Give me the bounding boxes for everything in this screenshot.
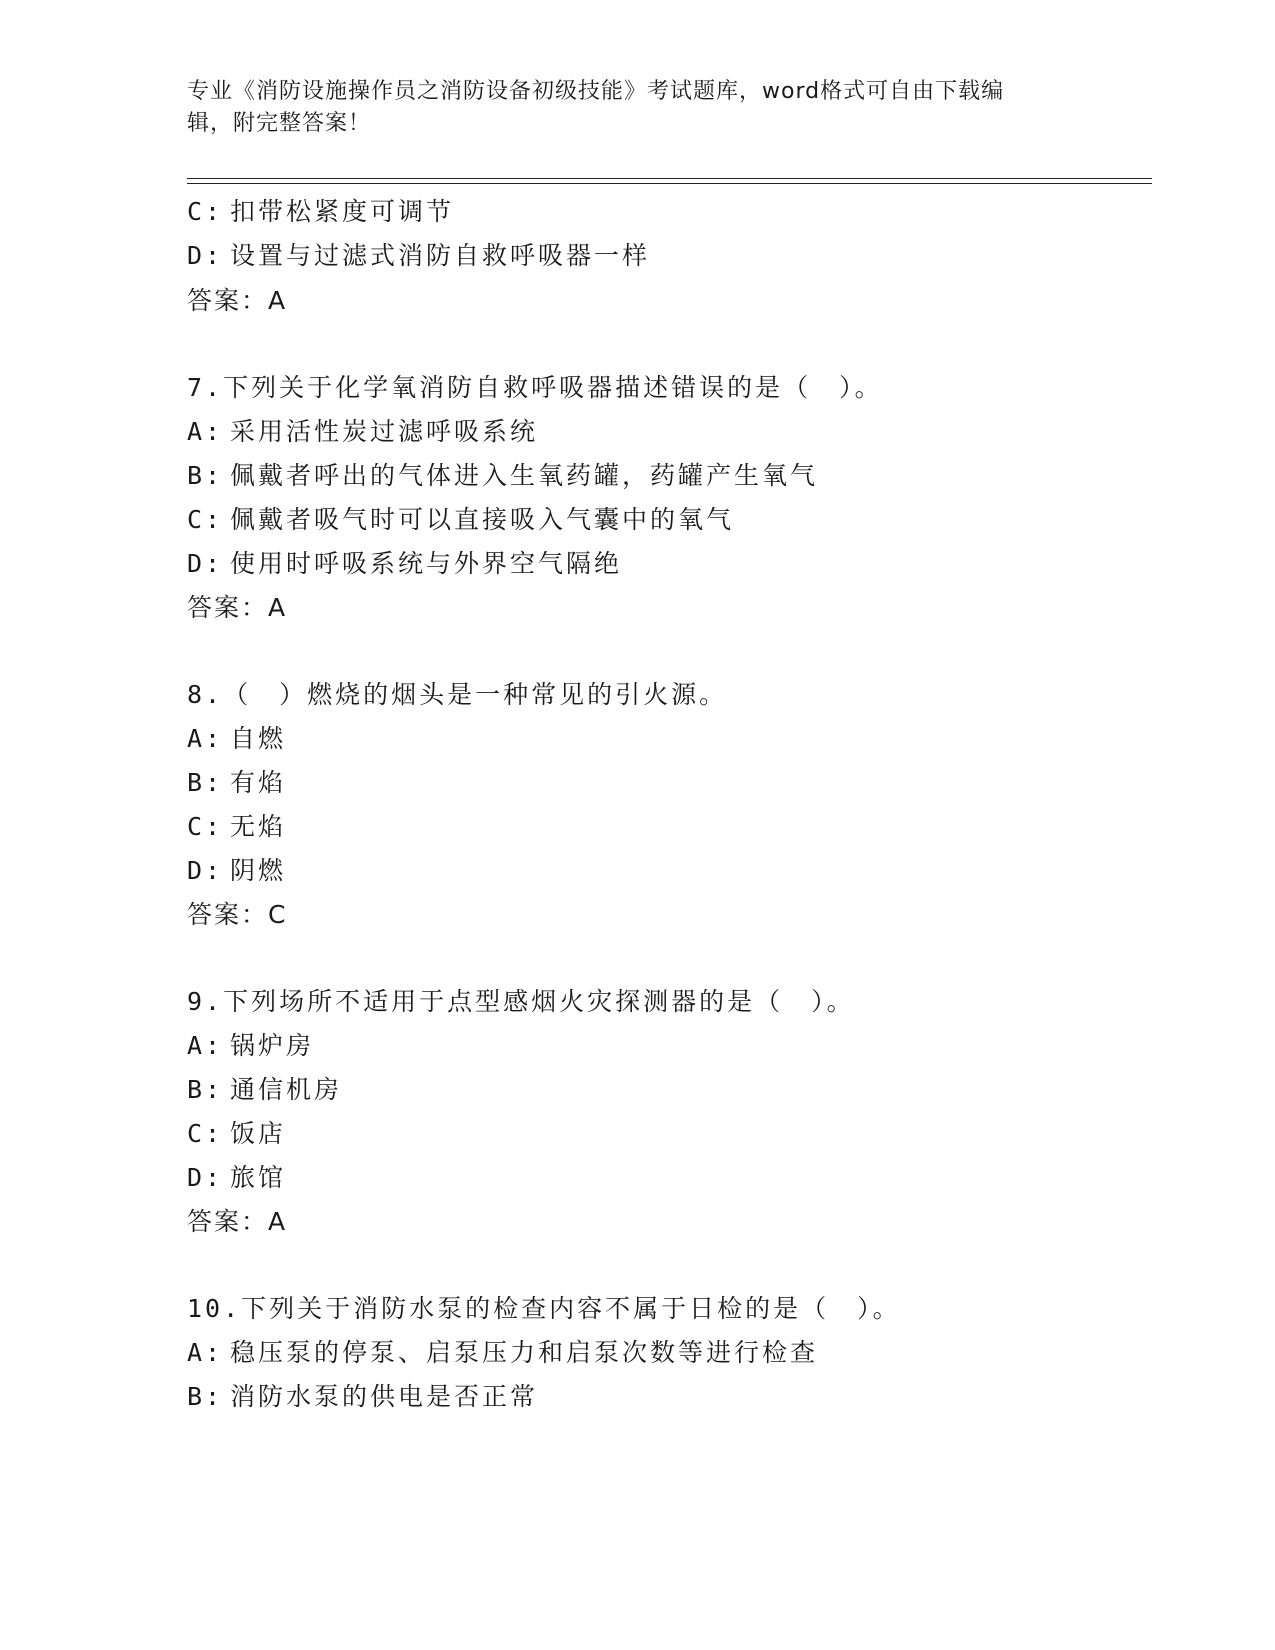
option-text: 佩戴者吸气时可以直接吸入气囊中的氧气 xyxy=(230,505,735,534)
option-line xyxy=(187,192,454,228)
option-text: 阴燃 xyxy=(230,856,287,885)
option-key: A: xyxy=(187,724,224,753)
option-line xyxy=(187,236,650,272)
option-text: 自燃 xyxy=(230,724,287,753)
option-key: C: xyxy=(187,197,224,226)
option-line xyxy=(187,412,538,448)
option-line xyxy=(187,544,622,580)
option-line xyxy=(187,1377,538,1413)
option-key: D: xyxy=(187,856,224,885)
question-stem: 10.下列关于消防水泵的检查内容不属于日检的是（ ）。 xyxy=(187,1294,901,1323)
option-text: 使用时呼吸系统与外界空气隔绝 xyxy=(230,549,623,578)
header-divider-top xyxy=(187,178,1152,179)
option-text: 佩戴者呼出的气体进入生氧药罐，药罐产生氧气 xyxy=(230,461,819,490)
option-key: B: xyxy=(187,461,224,490)
option-key: B: xyxy=(187,1075,224,1104)
option-line xyxy=(187,500,734,536)
option-line xyxy=(187,807,286,843)
option-line xyxy=(187,456,818,492)
option-text: 扣带松紧度可调节 xyxy=(230,197,455,226)
option-text: 有焰 xyxy=(230,768,287,797)
question-stem: 8.（ ）燃烧的烟头是一种常见的引火源。 xyxy=(187,680,728,709)
option-line xyxy=(187,763,286,799)
option-key: B: xyxy=(187,1382,224,1411)
question-stem: 9.下列场所不适用于点型感烟火灾探测器的是（ ）。 xyxy=(187,987,855,1016)
option-line xyxy=(187,1070,342,1106)
option-text: 锅炉房 xyxy=(230,1031,315,1060)
option-key: A: xyxy=(187,1338,224,1367)
answer-line: 答案：A xyxy=(187,286,288,315)
option-line xyxy=(187,1114,286,1150)
option-text: 采用活性炭过滤呼吸系统 xyxy=(230,417,539,446)
answer-line: 答案：C xyxy=(187,900,288,929)
header-divider-bottom xyxy=(187,183,1152,184)
answer-line: 答案：A xyxy=(187,593,288,622)
option-key: A: xyxy=(187,417,224,446)
option-line xyxy=(187,719,286,755)
option-key: A: xyxy=(187,1031,224,1060)
option-key: D: xyxy=(187,549,224,578)
option-text: 通信机房 xyxy=(230,1075,343,1104)
option-key: D: xyxy=(187,241,224,270)
option-key: B: xyxy=(187,768,224,797)
option-text: 旅馆 xyxy=(230,1163,287,1192)
header-line-2: 辑，附完整答案！ xyxy=(187,111,372,136)
option-line xyxy=(187,1026,314,1062)
document-header xyxy=(187,76,1067,140)
option-key: D: xyxy=(187,1163,224,1192)
option-text: 稳压泵的停泵、启泵压力和启泵次数等进行检查 xyxy=(230,1338,819,1367)
option-line xyxy=(187,1333,818,1369)
header-line-1: 专业《消防设施操作员之消防设备初级技能》考试题库，word格式可自由下载编 xyxy=(187,79,1005,104)
answer-line: 答案：A xyxy=(187,1207,288,1236)
option-line xyxy=(187,851,286,887)
option-key: C: xyxy=(187,505,224,534)
option-text: 消防水泵的供电是否正常 xyxy=(230,1382,539,1411)
option-text: 设置与过滤式消防自救呼吸器一样 xyxy=(230,241,651,270)
question-stem: 7.下列关于化学氧消防自救呼吸器描述错误的是（ ）。 xyxy=(187,373,883,402)
option-key: C: xyxy=(187,1119,224,1148)
option-text: 无焰 xyxy=(230,812,287,841)
option-key: C: xyxy=(187,812,224,841)
option-line xyxy=(187,1158,286,1194)
option-text: 饭店 xyxy=(230,1119,287,1148)
